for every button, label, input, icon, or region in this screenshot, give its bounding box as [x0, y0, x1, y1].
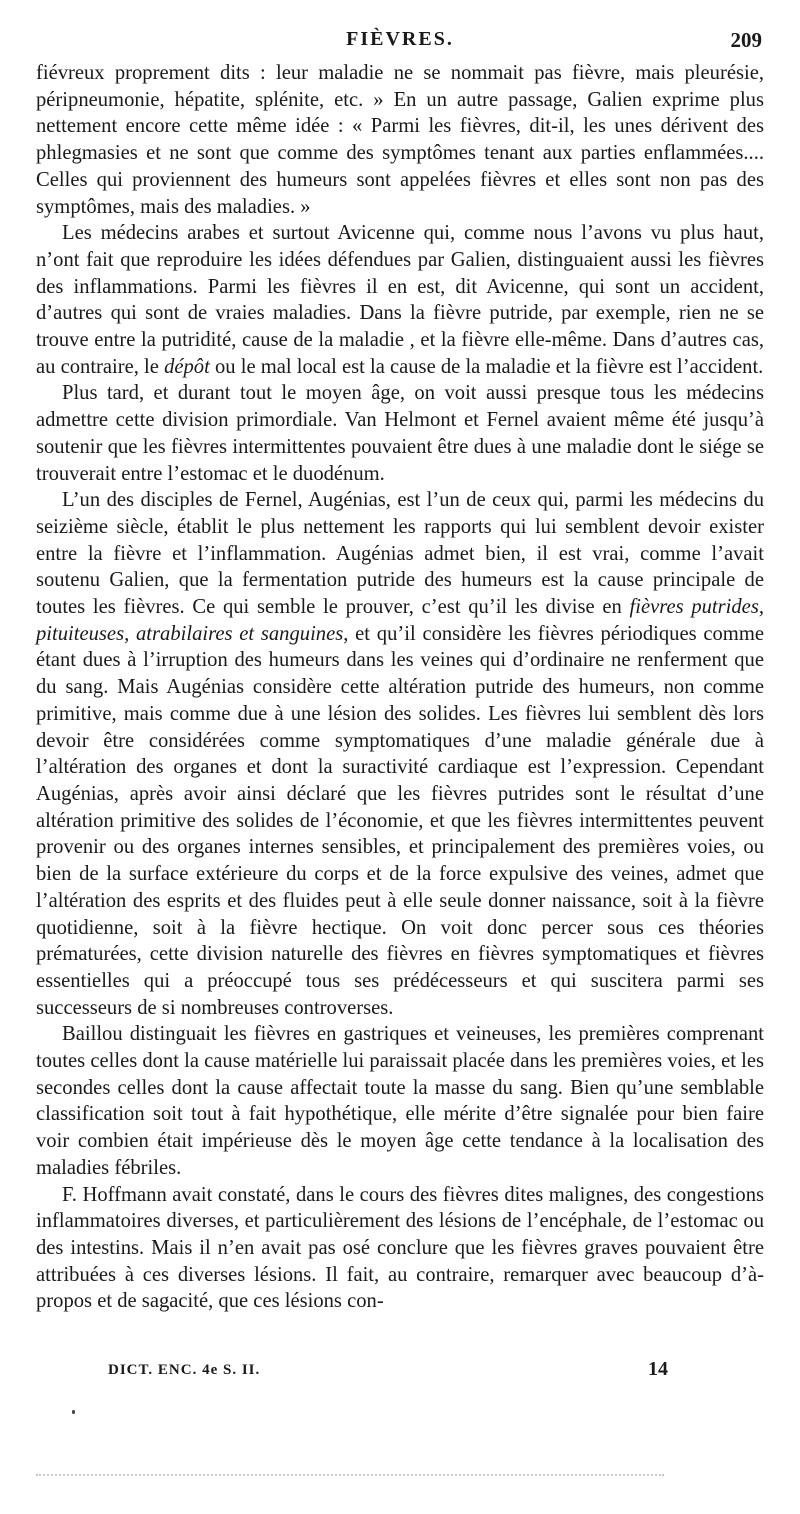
body-text [36, 60, 764, 1315]
show-through-line [36, 1474, 664, 1476]
ink-speck [72, 1410, 75, 1414]
paragraph-1: fiévreux proprement dits : leur maladie ne se nommait pas fièvre, mais pleurésie, péripneumonie, hépatite, splénite, etc. » En un autre passage, Galien exprime plus nettement encore cette même idée : « Parmi les fièvres, dit-il, les unes dérivent des phlegmasies et ne sont que comme des symptômes tenant aux parties enflammées.... Celles qui proviennent des humeurs sont appelées fièvres et elles sont non pas des symptômes, mais des maladies. » [36, 62, 764, 218]
page-number: 209 [730, 28, 762, 52]
paragraph-5: Baillou distinguait les fièvres en gastriques et veineuses, les premières comprenant toutes celles dont la cause matérielle lui paraissait placée dans les premières voies, et les secondes celles dont la cause affectait toute la masse du sang. Bien qu’une semblable classification soit tout à fait hypothétique, elle mérite d’être signalée pour bien faire voir combien était impérieuse dès le moyen âge cette tendance à la localisation des maladies fébriles. [36, 1023, 764, 1179]
signature-number: 14 [648, 1358, 668, 1380]
running-title: FIÈVRES. [346, 28, 454, 50]
paragraph-3: Plus tard, et durant tout le moyen âge, on voit aussi presque tous les médecins admettre cette division primordiale. Van Helmont et Fernel avaient même été jusqu’à soutenir que les fièvres intermittentes pouvaient être dues à une maladie dont le siége se trouverait entre l’estomac et le duodénum. [36, 382, 764, 485]
running-head [36, 28, 764, 54]
signature-mark: DICT. ENC. 4e S. II. [108, 1362, 261, 1378]
paragraph-2: Les médecins arabes et surtout Avicenne qui, comme nous l’avons vu plus haut, n’ont fait que reproduire les idées défendues par Galien, distinguaient aussi les fièvres des inflammations. Parmi les fièvres il en est, dit Avicenne, qui sont un accident, d’autres qui sont de vraies maladies. Dans la fièvre putride, par exemple, rien ne se trouve entre la putridité, cause de la maladie , et la fièvre elle-même. Dans d’autres cas, au contraire, le dépôt ou le mal local est la cause de la maladie et la fièvre est l’accident. [36, 222, 764, 378]
paragraph-6: F. Hoffmann avait constaté, dans le cours des fièvres dites malignes, des congestions inflammatoires diverses, et particulièrement des lésions de l’encéphale, de l’estomac ou des intestins. Mais il n’en avait pas osé conclure que les fièvres graves pouvaient être attribuées à ces diverses lésions. Il fait, au contraire, remarquer avec beaucoup d’à-propos et de sagacité, que ces lésions con- [36, 1183, 764, 1313]
paragraph-4: L’un des disciples de Fernel, Augénias, est l’un de ceux qui, parmi les médecins du seizième siècle, établit le plus nettement les rapports qui lui semblent devoir exister entre la fièvre et l’inflammation. Augénias admet bien, il est vrai, comme l’avait soutenu Galien, que la fermentation putride des humeurs est la cause principale de toutes les fièvres. Ce qui semble le prouver, c’est qu’il les divise en fièvres putrides, pituiteuses, atrabilaires et sanguines, et qu’il considère les fièvres périodiques comme étant dues à l’irruption des humeurs dans les veines qui d’ordinaire ne renferment que du sang. Mais Augénias considère cette altération putride des humeurs, non comme primitive, mais comme due à une lésion des solides. Les fièvres lui semblent dès lors devoir être considérées comme symptomatiques d’une maladie générale due à l’altération des organes et dont la suractivité cardiaque est l’expression. Cependant Augénias, après avoir ainsi déclaré que les fièvres putrides sont le résultat d’une altération primitive des solides de l’économie, et que les fièvres intermittentes peuvent provenir ou des organes internes sensibles, et principalement des premières voies, ou bien de la surface extérieure du corps et de la force expulsive des veines, admet que l’altération des esprits et des fluides peut à elle seule donner naissance, soit à la fièvre quotidienne, soit à la fièvre hectique. On voit donc percer sous ces théories prématurées, cette division naturelle des fièvres en fièvres symptomatiques et fièvres essentielles qui a préoccupé tous ses prédécesseurs et qui suscitera parmi ses successeurs de si nombreuses controverses. [36, 489, 764, 1019]
